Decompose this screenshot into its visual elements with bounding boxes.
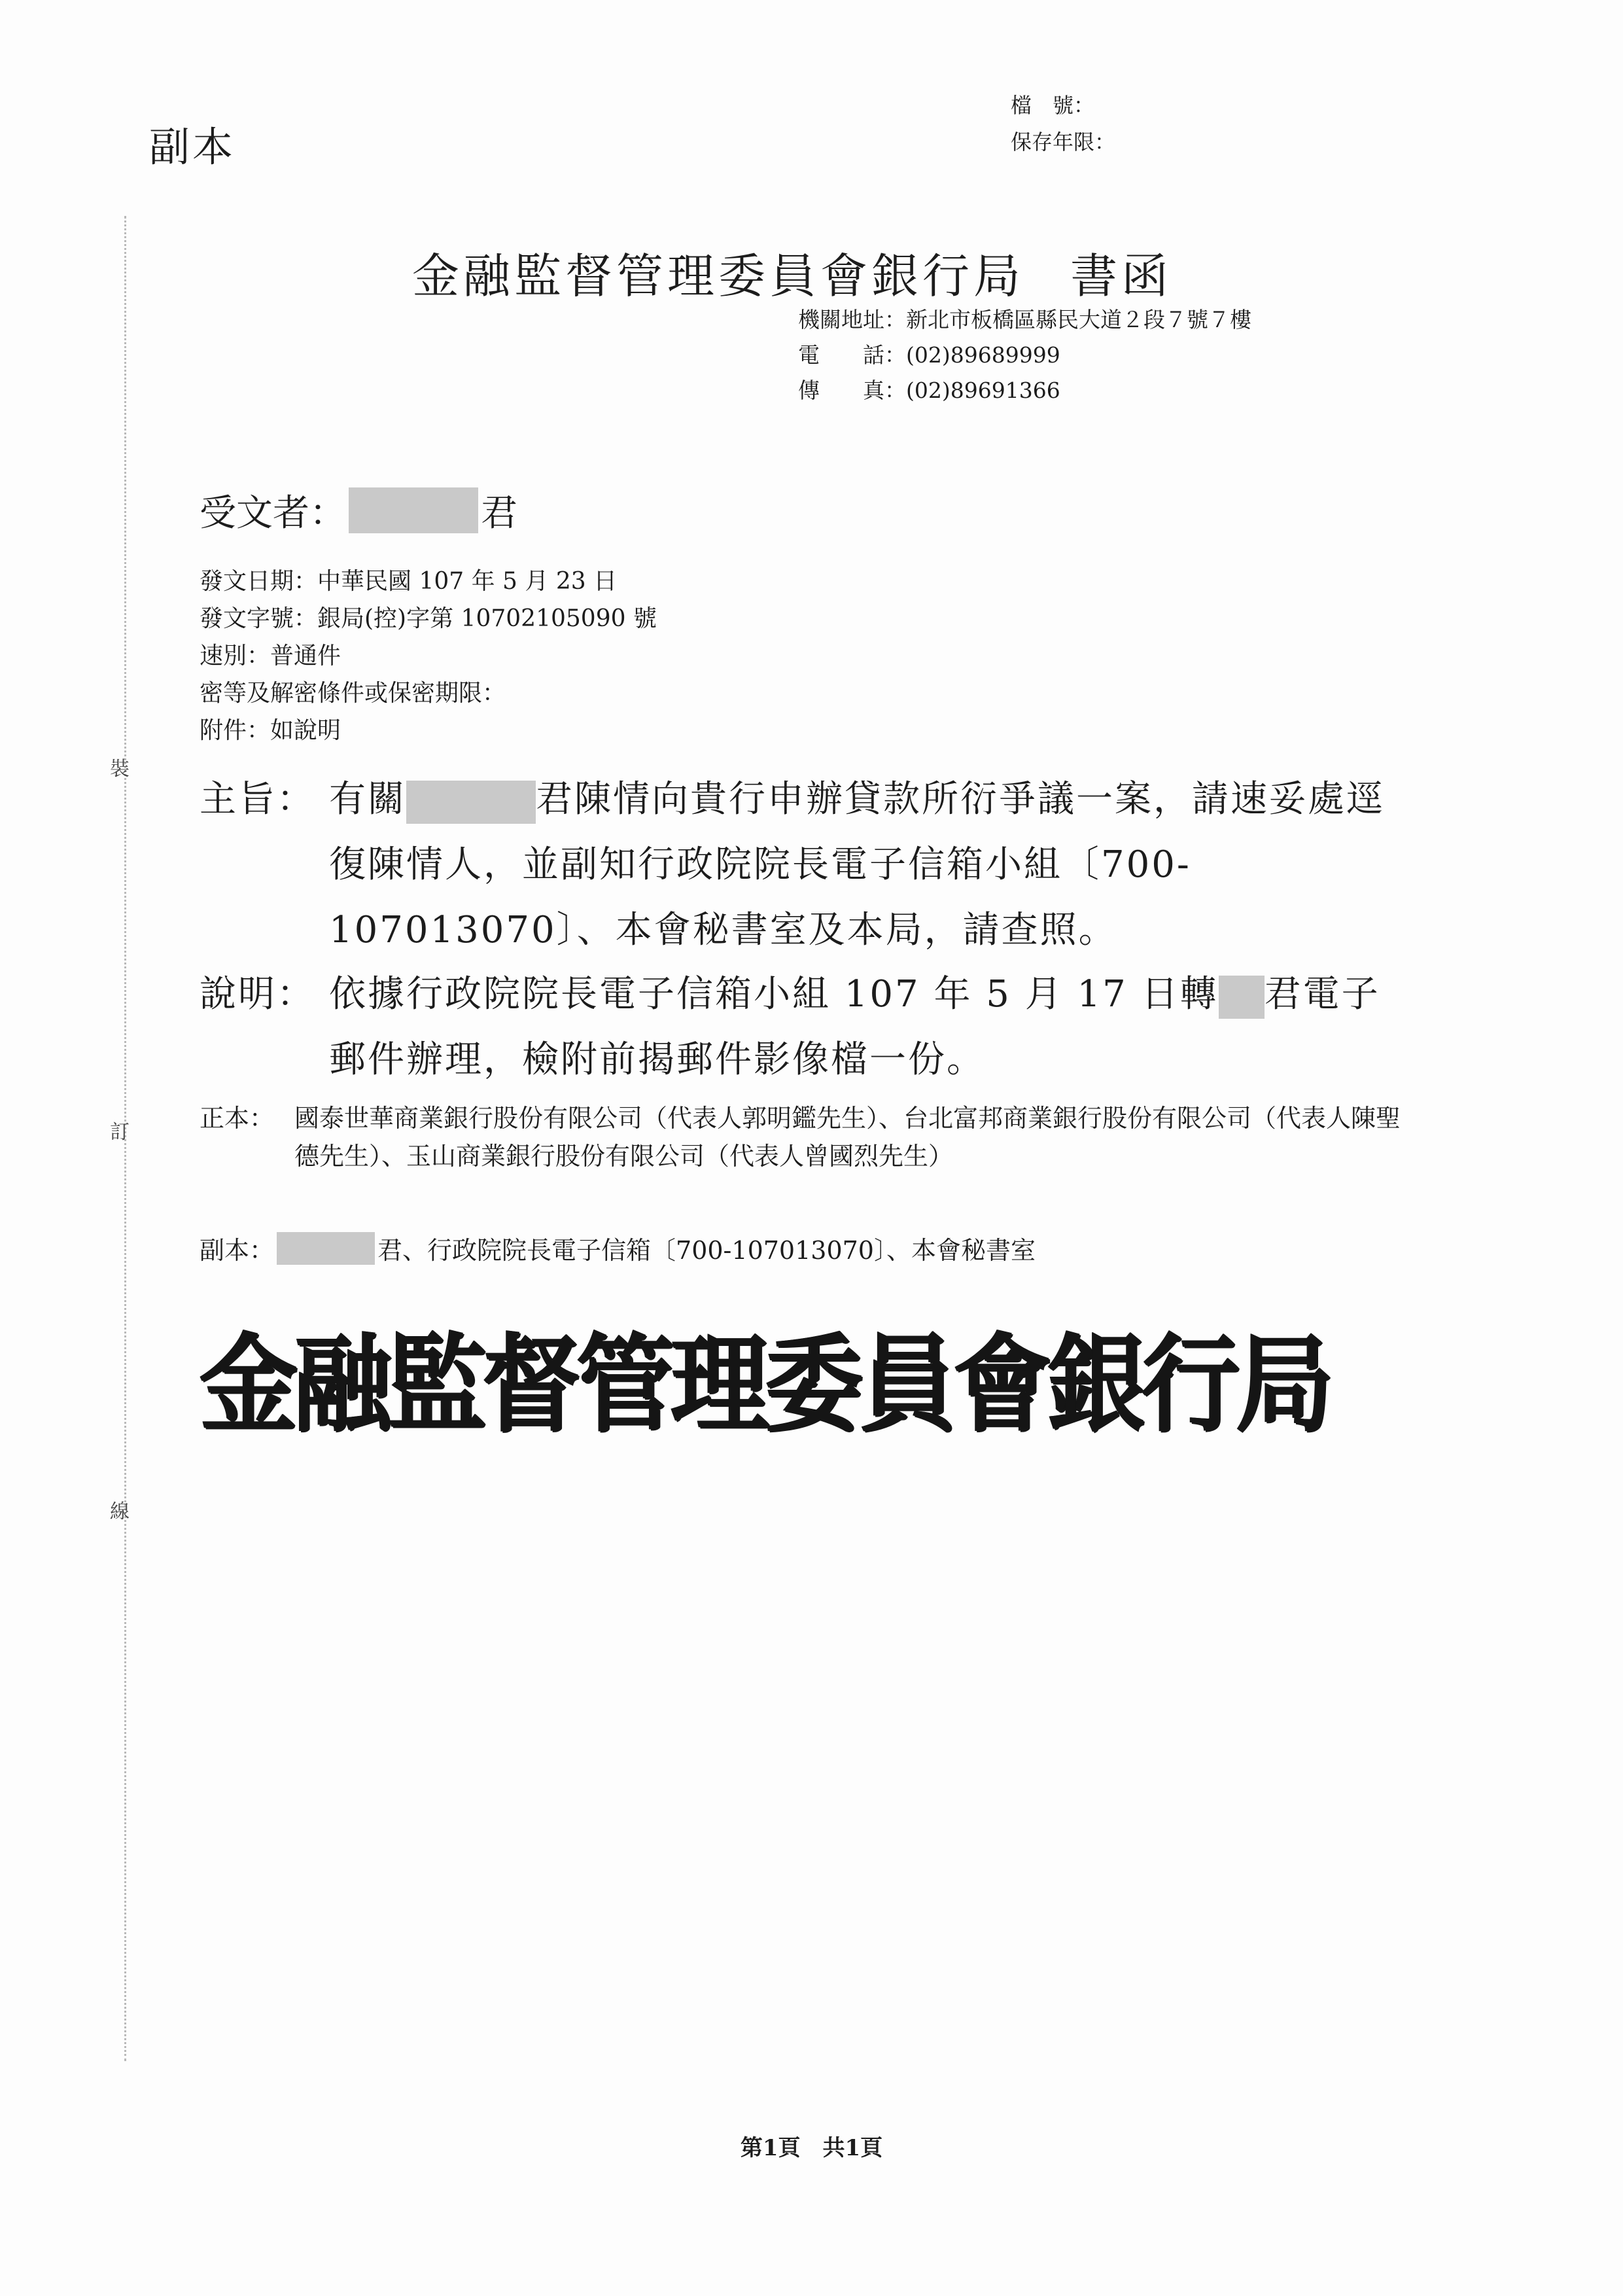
meta-row-number	[200, 600, 657, 637]
fax-value: (02)89691366	[906, 378, 1060, 403]
meta-label: 發文字號：	[200, 605, 318, 632]
file-number-label: 檔 號：	[1011, 93, 1095, 118]
copy-mark: 副本	[149, 123, 236, 171]
subject-section	[200, 767, 1416, 963]
redaction-box	[406, 781, 536, 824]
binding-mark-zhuang: 裝	[110, 758, 130, 781]
meta-label: 發文日期：	[200, 568, 318, 595]
recipient-label: 受文者：	[200, 492, 346, 535]
subject-label: 主旨：	[200, 778, 315, 821]
cc-text: 君、行政院院長電子信箱〔700-107013070〕、本會秘書室	[377, 1236, 1036, 1265]
official-seal-stamp: 金融監督管理委員會銀行局	[200, 1322, 1331, 1447]
explanation-text: 君電子郵件辦理，檢附前揭郵件影像檔一份。	[329, 973, 1380, 1081]
file-meta	[1011, 87, 1115, 160]
address-value: 新北市板橋區縣民大道２段７號７樓	[906, 307, 1251, 332]
meta-row-attachment	[200, 712, 657, 749]
recipient-suffix: 君	[481, 492, 517, 535]
page-footer: 第1頁 共1頁	[740, 2135, 883, 2161]
meta-row-date	[200, 563, 657, 600]
cc-section	[200, 1230, 1036, 1266]
redaction-box	[349, 487, 478, 533]
explanation-label: 說明：	[200, 973, 315, 1016]
binding-mark-ding: 訂	[110, 1121, 130, 1144]
meta-value: 普通件	[270, 643, 341, 669]
recipient	[200, 484, 517, 537]
meta-label: 速別：	[200, 643, 271, 669]
meta-label: 密等及解密條件或保密期限：	[200, 680, 506, 707]
redaction-box	[1219, 976, 1265, 1019]
cc-label: 副本：	[200, 1236, 275, 1265]
distribution-section	[200, 1099, 1416, 1175]
address-label: 機關地址：	[798, 307, 906, 332]
explanation-prefix: 依據行政院院長電子信箱小組 107 年 5 月 17 日轉	[329, 973, 1219, 1016]
org-info	[798, 302, 1251, 408]
document-title	[412, 238, 1172, 306]
meta-value: 銀局(控)字第 10702105090 號	[317, 605, 657, 632]
phone-value: (02)89689999	[906, 342, 1060, 368]
meta-value: 如說明	[270, 717, 341, 744]
fax-label: 傳 真：	[798, 378, 906, 403]
retention-label: 保存年限：	[1011, 130, 1116, 154]
meta-value: 中華民國 107 年 5 月 23 日	[317, 568, 618, 595]
title-org: 金融監督管理委員會銀行局	[412, 249, 1025, 304]
title-doc-type: 書函	[1070, 249, 1173, 304]
meta-label: 附件：	[200, 717, 271, 744]
meta-row-secrecy	[200, 675, 657, 712]
phone-label: 電 話：	[798, 342, 906, 368]
binding-mark-xian: 線	[110, 1500, 130, 1523]
subject-prefix: 有關	[329, 778, 406, 821]
explanation-section	[200, 962, 1416, 1093]
meta-row-speed	[200, 637, 657, 675]
subject-text: 君陳情向貴行申辦貸款所衍爭議一案，請速妥處逕復陳情人，並副知行政院院長電子信箱小組〔700-107013070〕、本會秘書室及本局，請查照。	[329, 778, 1385, 951]
redaction-box	[277, 1232, 375, 1265]
document-meta	[200, 563, 657, 749]
distribution-text: 國泰世華商業銀行股份有限公司（代表人郭明鑑先生）、台北富邦商業銀行股份有限公司（代表人陳聖德先生）、玉山商業銀行股份有限公司（代表人曾國烈先生）	[294, 1104, 1401, 1171]
distribution-label: 正本：	[200, 1104, 275, 1133]
